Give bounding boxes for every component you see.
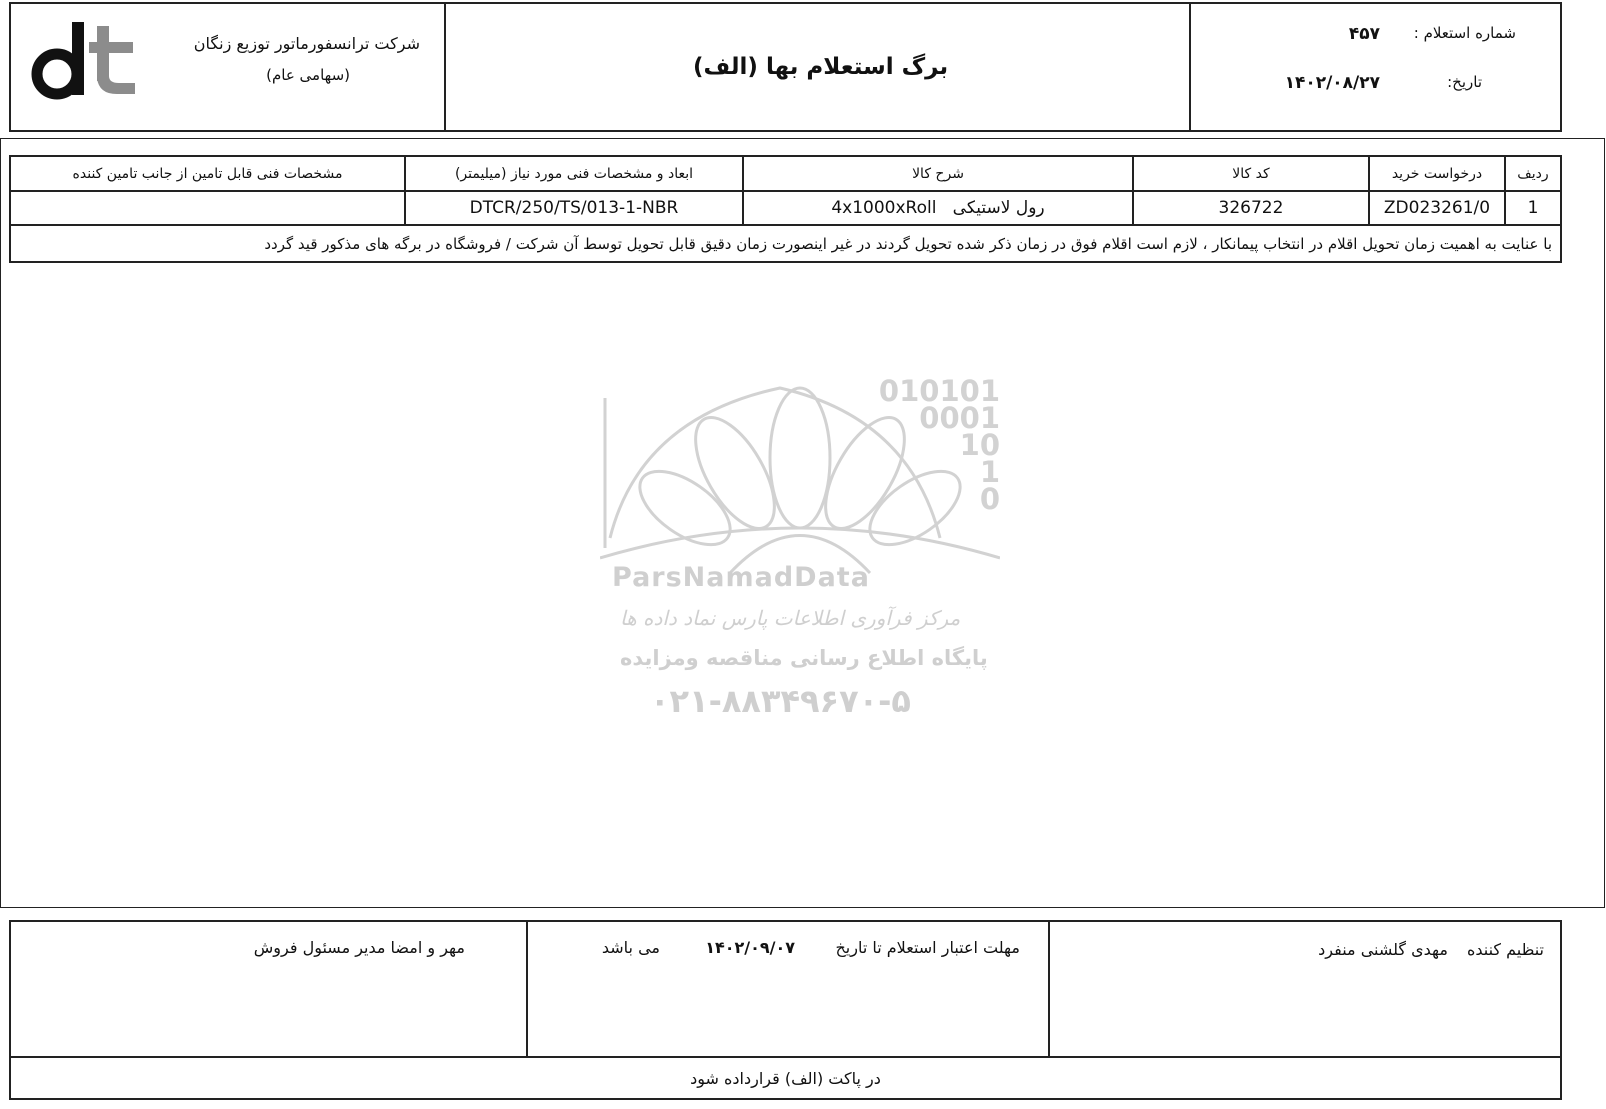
watermark-digit-line: 0001 (919, 401, 1000, 435)
cell-purchase-request: ZD023261/0 (1369, 191, 1505, 225)
cell-row-number: 1 (1505, 191, 1561, 225)
header-description: شرح کالا (743, 156, 1133, 191)
validity-date: ۱۴۰۲/۰۹/۰۷ (705, 938, 795, 957)
header-dimensions: ابعاد و مشخصات فنی مورد نیاز (میلیمتر) (405, 156, 743, 191)
footer-divider-left (526, 922, 528, 1056)
watermark-line2: پایگاه اطلاع رسانی مناقصه ومزایده (620, 646, 988, 670)
cell-supplier-specs (10, 191, 405, 225)
logo-t-stem (97, 26, 109, 81)
watermark-digit-line: 0 (979, 482, 1000, 516)
signature-label: مهر و امضا مدیر مسئول فروش (253, 938, 465, 957)
watermark (600, 374, 1000, 728)
logo-d-bowl (37, 54, 77, 94)
watermark-digit-line: 010101 (878, 374, 1000, 408)
header-row-number: ردیف (1505, 156, 1561, 191)
form-footer (9, 920, 1562, 1100)
prepared-by-label: تنظیم کننده (1466, 940, 1544, 959)
header-divider-right (1189, 4, 1191, 130)
items-table (9, 155, 1562, 263)
watermark-brand: ParsNamadData (612, 562, 870, 593)
validity-suffix: می باشد (601, 938, 660, 957)
validity-label: مهلت اعتبار استعلام تا تاریخ (835, 938, 1020, 957)
header-supplier-specs: مشخصات فنی قابل تامین از جانب تامین کننده (10, 156, 405, 191)
watermark-digits (878, 374, 1000, 516)
header-item-code: کد کالا (1133, 156, 1369, 191)
company-type: (سهامی عام) (266, 66, 350, 84)
logo-t-bar (89, 42, 133, 53)
watermark-line1: مرکز فرآوری اطلاعات پارس نماد داده ها (620, 606, 961, 630)
inquiry-date-value: ۱۴۰۲/۰۸/۲۷ (1284, 73, 1380, 93)
header-purchase-request: درخواست خرید (1369, 156, 1505, 191)
form-header (9, 2, 1562, 132)
delivery-note: با عنایت به اهمیت زمان تحویل اقلام در انتخاب پیمانکار ، لازم است اقلام فوق در زمان ذکر شده تحویل گردند در غیر اینصورت زمان دقیق قابل تحویل توسط آن شرکت / فروشگاه در برگه های مذکور قید گردد (10, 225, 1561, 262)
watermark-phone: ۰۲۱-۸۸۳۴۹۶۷۰-۵ (650, 682, 911, 720)
prepared-by-name: مهدی گلشنی منفرد (1318, 940, 1448, 959)
company-name: شرکت ترانسفورماتور توزیع زنگان (193, 34, 420, 53)
cell-item-code: 326722 (1133, 191, 1369, 225)
company-logo (29, 18, 141, 102)
header-divider-left (444, 4, 446, 130)
watermark-digit-line: 10 (959, 428, 1000, 462)
cell-description: رول لاستیکی 4x1000xRoll (743, 191, 1133, 225)
logo-d-stem (72, 22, 84, 95)
packet-note: در پاکت (الف) قرارداده شود (690, 1069, 881, 1088)
footer-divider-right (1048, 922, 1050, 1056)
note-row (10, 225, 1561, 262)
inquiry-date-label: تاریخ: (1447, 73, 1482, 91)
watermark-digit-line: 1 (979, 455, 1000, 489)
inquiry-number-label: شماره استعلام : (1413, 24, 1516, 42)
logo-t-hook (97, 76, 135, 94)
inquiry-number-value: ۴۵۷ (1348, 24, 1380, 44)
table-row (10, 191, 1561, 225)
table-header-row (10, 156, 1561, 191)
footer-divider-horizontal (11, 1056, 1560, 1058)
cell-dimensions: DTCR/250/TS/013-1-NBR (405, 191, 743, 225)
form-title: برگ استعلام بها (الف) (693, 54, 949, 80)
